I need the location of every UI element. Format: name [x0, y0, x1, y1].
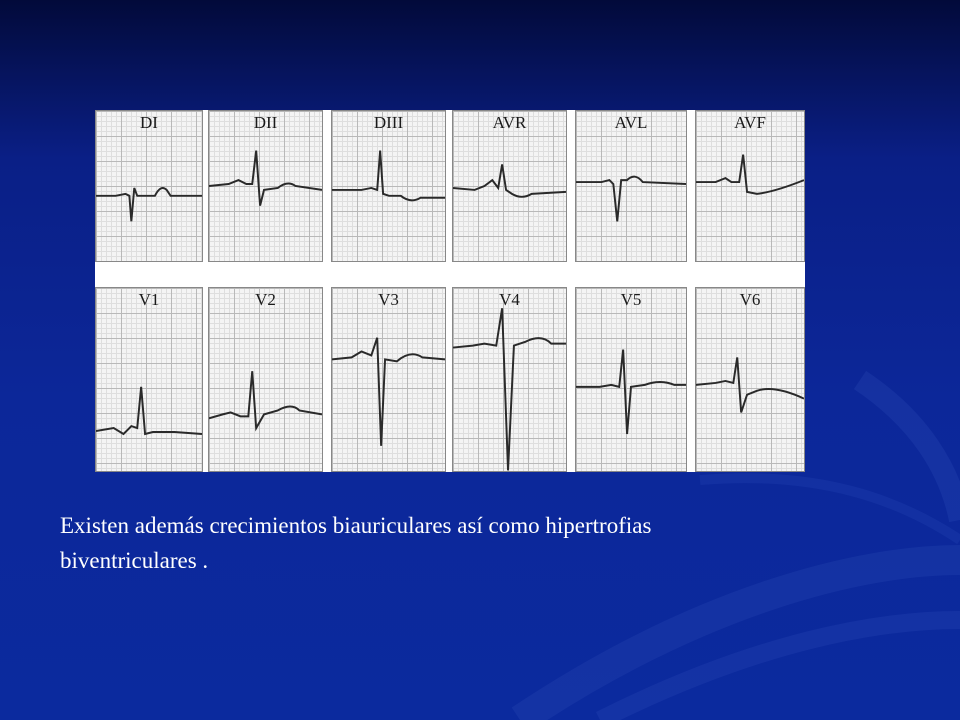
lead-label-v2: V2: [255, 290, 276, 309]
ecg-strip-avr: [452, 110, 567, 262]
lead-label-v5: V5: [620, 290, 642, 309]
ecg-strip-avf: [695, 110, 805, 262]
slide-caption: [60, 508, 920, 578]
ecg-strip-v2: [208, 287, 323, 472]
ecg-strip-di: [95, 110, 203, 262]
ecg-trace-v4: [453, 288, 566, 471]
ecg-strip-v1: [95, 287, 203, 472]
ecg-strip-diii: [331, 110, 446, 262]
ecg-strip-avl: [575, 110, 687, 262]
lead-label-avl: AVL: [614, 113, 648, 132]
ecg-trace-avl: [576, 111, 686, 261]
ecg-strip-v4: [452, 287, 567, 472]
lead-label-v1: V1: [138, 290, 160, 309]
lead-label-avr: AVR: [492, 113, 527, 132]
ecg-trace-diii: [332, 111, 445, 261]
lead-label-v3: V3: [378, 290, 399, 309]
ecg-strip-dii: [208, 110, 323, 262]
ecg-strip-v3: [331, 287, 446, 472]
lead-label-dii: DII: [253, 113, 278, 132]
ecg-figure: [95, 110, 805, 472]
ecg-trace-v6: [696, 288, 804, 471]
ecg-trace-v5: [576, 288, 686, 471]
ecg-trace-avf: [696, 111, 804, 261]
ecg-trace-dii: [209, 111, 322, 261]
ecg-trace-v2: [209, 288, 322, 471]
lead-label-v6: V6: [739, 290, 761, 309]
caption-line-1: Existen además crecimientos biauriculares así como hipertrofias: [60, 513, 652, 538]
ecg-trace-v3: [332, 288, 445, 471]
lead-label-diii: DIII: [373, 113, 404, 132]
lead-label-avf: AVF: [734, 113, 766, 132]
ecg-trace-v1: [96, 288, 202, 471]
caption-line-2: biventriculares .: [60, 548, 209, 573]
ecg-strip-v5: [575, 287, 687, 472]
ecg-trace-di: [96, 111, 202, 261]
lead-label-di: DI: [140, 113, 158, 132]
ecg-strip-v6: [695, 287, 805, 472]
lead-label-v4: V4: [499, 290, 520, 309]
ecg-trace-avr: [453, 111, 566, 261]
